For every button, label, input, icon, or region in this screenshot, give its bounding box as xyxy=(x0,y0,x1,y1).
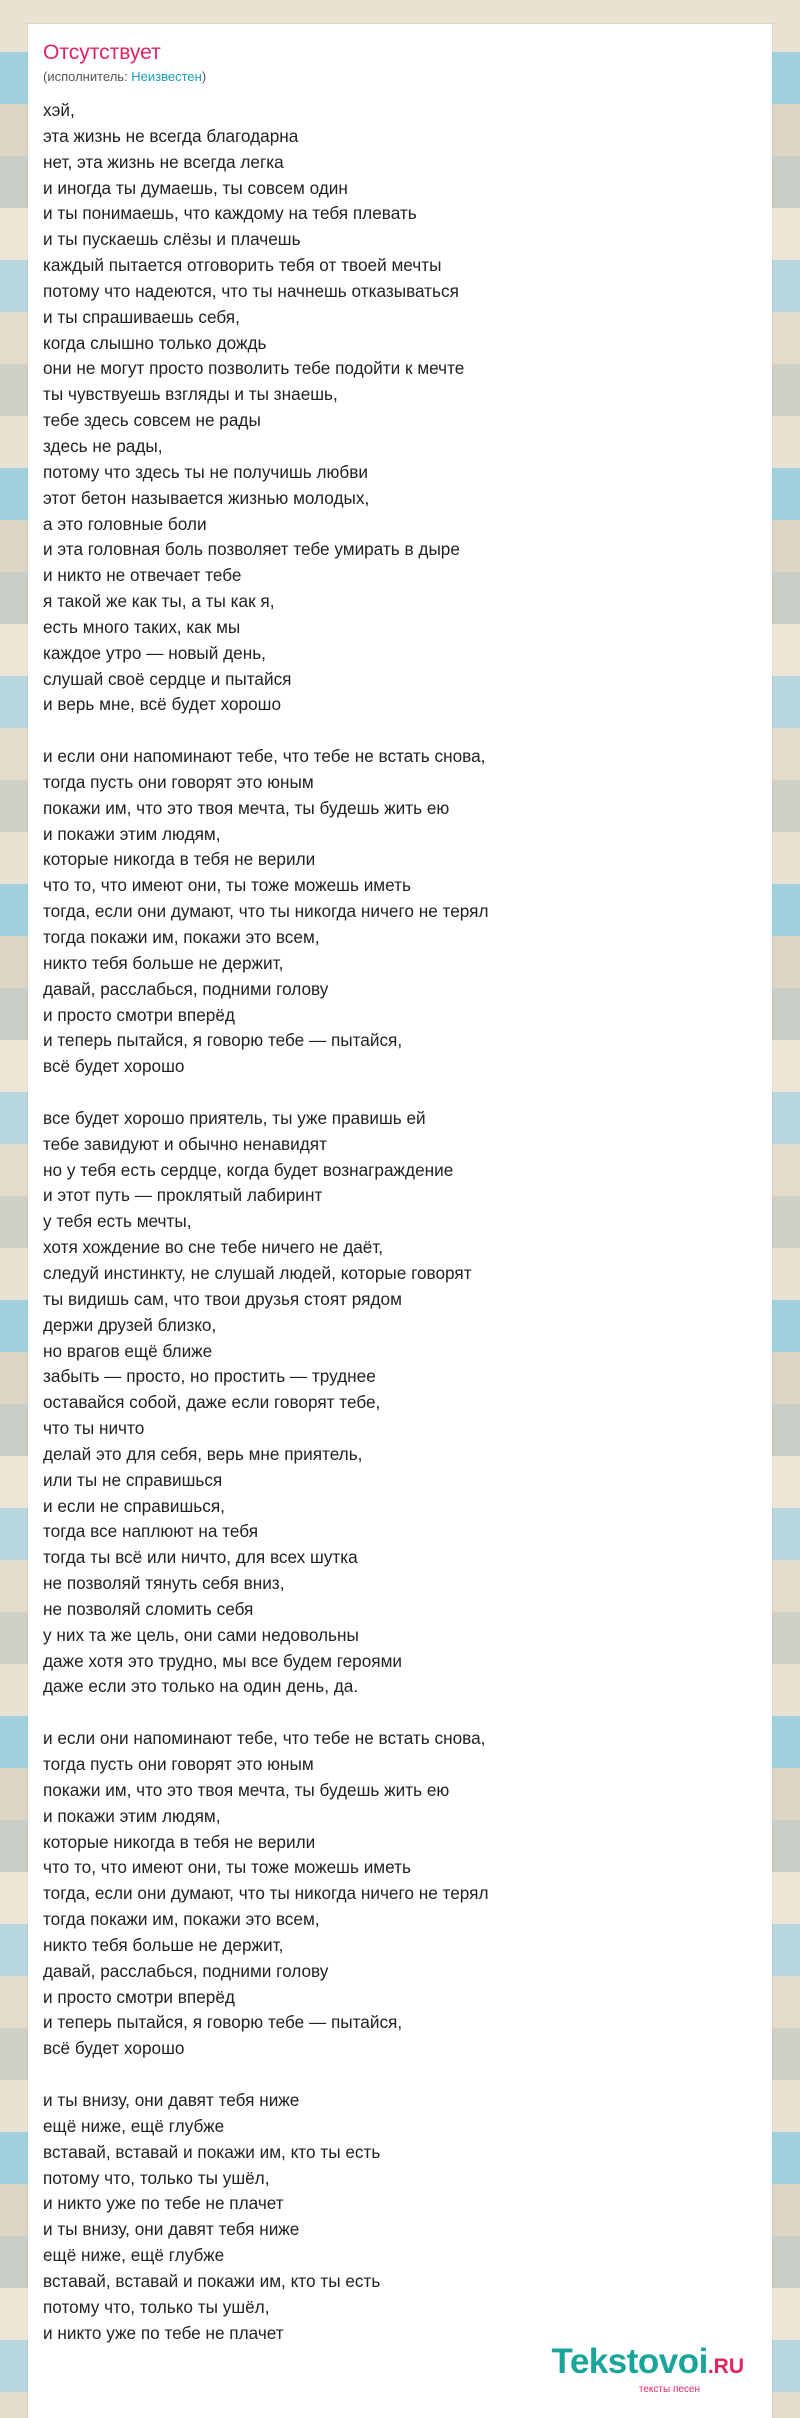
lyric-line: и иногда ты думаешь, ты совсем один xyxy=(43,177,348,198)
lyric-line: что то, что имеют они, ты тоже можешь иметь xyxy=(43,875,411,896)
lyric-line: давай, расслабься, подними голову xyxy=(43,978,329,999)
lyric-line: и если не справишься, xyxy=(43,1495,225,1516)
lyric-line: и теперь пытайся, я говорю тебе — пытайся, xyxy=(43,2012,403,2033)
lyrics-stanza xyxy=(43,1726,758,2062)
lyric-line: что ты ничто xyxy=(43,1418,145,1439)
artist-line xyxy=(43,68,206,86)
lyric-line: нет, эта жизнь не всегда легка xyxy=(43,151,284,172)
lyric-line: и никто уже по тебе не плачет xyxy=(43,2322,284,2343)
lyric-line: эта жизнь не всегда благодарна xyxy=(43,125,299,146)
lyric-line: но у тебя есть сердце, когда будет вознаграждение xyxy=(43,1159,454,1180)
logo-tagline: тексты песен xyxy=(638,2384,700,2395)
lyric-line: что то, что имеют они, ты тоже можешь иметь xyxy=(43,1857,411,1878)
logo-name: Tekstovoi xyxy=(551,2342,708,2381)
lyric-line: тебе здесь совсем не рады xyxy=(43,410,261,431)
lyric-line: есть много таких, как мы xyxy=(43,616,241,637)
lyric-line: а это головные боли xyxy=(43,513,207,534)
lyric-line: я такой же как ты, а ты как я, xyxy=(43,591,275,612)
logo-wordmark xyxy=(552,2343,744,2386)
lyric-line: все будет хорошо приятель, ты уже правишь ей xyxy=(43,1107,426,1128)
lyrics-stanza xyxy=(43,98,758,718)
logo-tld: .RU xyxy=(707,2355,744,2378)
lyric-line: когда слышно только дождь xyxy=(43,332,267,353)
lyric-line: тогда все наплюют на тебя xyxy=(43,1521,259,1542)
lyric-line: потому что здесь ты не получишь любви xyxy=(43,461,368,482)
lyric-line: потому что, только ты ушёл, xyxy=(43,2167,270,2188)
lyric-line: покажи им, что это твоя мечта, ты будешь жить ею xyxy=(43,797,450,818)
lyric-line: и просто смотри вперёд xyxy=(43,1004,235,1025)
lyric-line: потому что, только ты ушёл, xyxy=(43,2296,270,2317)
lyric-line: и ты спрашиваешь себя, xyxy=(43,306,240,327)
lyric-line: не позволяй тянуть себя вниз, xyxy=(43,1573,285,1594)
lyric-line: тогда покажи им, покажи это всем, xyxy=(43,1909,320,1930)
lyric-line: слушай своё сердце и пытайся xyxy=(43,668,292,689)
lyric-line: делай это для себя, верь мне приятель, xyxy=(43,1443,363,1464)
lyrics-stanza xyxy=(43,2088,758,2346)
lyric-line: этот бетон называется жизнью молодых, xyxy=(43,487,370,508)
artist-suffix: ) xyxy=(201,69,207,84)
lyric-line: ещё ниже, ещё глубже xyxy=(43,2115,225,2136)
lyric-line: и если они напоминают тебе, что тебе не встать снова, xyxy=(43,1728,486,1749)
lyric-line: и ты пускаешь слёзы и плачешь xyxy=(43,229,301,250)
lyric-line: тогда покажи им, покажи это всем, xyxy=(43,927,320,947)
lyric-line: тогда, если они думают, что ты никогда ничего не терял xyxy=(43,1883,489,1904)
lyric-line: и если они напоминают тебе, что тебе не встать снова, xyxy=(43,746,486,767)
site-logo[interactable] xyxy=(552,2343,744,2396)
lyric-line: и эта головная боль позволяет тебе умирать в дыре xyxy=(43,539,460,560)
lyric-line: и покажи этим людям, xyxy=(43,1805,221,1826)
lyric-line: покажи им, что это твоя мечта, ты будешь жить ею xyxy=(43,1779,450,1800)
lyric-line: следуй инстинкту, не слушай людей, которые говорят xyxy=(43,1262,472,1283)
lyric-line: ты чувствуешь взгляды и ты знаешь, xyxy=(43,384,338,405)
lyric-line: ты видишь сам, что твои друзья стоят рядом xyxy=(43,1288,402,1309)
artist-link[interactable]: Неизвестен xyxy=(131,69,202,84)
lyric-line: хотя хождение во сне тебе ничего не даёт, xyxy=(43,1237,384,1258)
lyric-line: и ты внизу, они давят тебя ниже xyxy=(43,2089,300,2110)
lyric-line: не позволяй сломить себя xyxy=(43,1598,254,1619)
lyric-line: вставай, вставай и покажи им, кто ты есть xyxy=(43,2270,381,2291)
lyric-line: у тебя есть мечты, xyxy=(43,1211,192,1232)
lyric-line: вставай, вставай и покажи им, кто ты есть xyxy=(43,2141,381,2162)
lyrics-stanza xyxy=(43,1106,758,1700)
lyric-line: держи друзей близко, xyxy=(43,1314,217,1335)
lyric-line: у них та же цель, они сами недовольны xyxy=(43,1624,359,1645)
lyrics-text xyxy=(43,98,758,2372)
lyric-line: каждое утро — новый день, xyxy=(43,642,266,663)
lyric-line: и покажи этим людям, xyxy=(43,823,221,844)
lyric-line: тебе завидуют и обычно ненавидят xyxy=(43,1133,327,1154)
lyric-line: даже если это только на один день, да. xyxy=(43,1676,359,1697)
lyric-line: каждый пытается отговорить тебя от твоей мечты xyxy=(43,255,442,276)
lyric-line: и теперь пытайся, я говорю тебе — пытайся, xyxy=(43,1030,403,1051)
lyrics-stanza xyxy=(43,744,758,1080)
artist-prefix: (исполнитель: xyxy=(43,69,132,84)
lyric-line: и ты понимаешь, что каждому на тебя плевать xyxy=(43,203,417,224)
lyric-line: давай, расслабься, подними голову xyxy=(43,1960,329,1981)
lyric-line: ещё ниже, ещё глубже xyxy=(43,2245,225,2266)
lyric-line: и никто уже по тебе не плачет xyxy=(43,2193,284,2214)
lyric-line: даже хотя это трудно, мы все будем героями xyxy=(43,1650,403,1671)
song-header xyxy=(43,40,206,86)
lyric-line: здесь не рады, xyxy=(43,435,163,456)
lyric-line: потому что надеются, что ты начнешь отказываться xyxy=(43,280,459,301)
lyric-line: хэй, xyxy=(43,100,75,120)
lyric-line: оставайся собой, даже если говорят тебе, xyxy=(43,1392,381,1413)
lyric-line: которые никогда в тебя не верили xyxy=(43,1831,316,1852)
lyric-line: или ты не справишься xyxy=(43,1469,223,1490)
lyric-line: всё будет хорошо xyxy=(43,1056,185,1077)
song-title: Отсутствует xyxy=(43,41,161,64)
lyric-line: и никто не отвечает тебе xyxy=(43,565,242,586)
lyric-line: никто тебя больше не держит, xyxy=(43,1934,284,1955)
lyric-line: но врагов ещё ближе xyxy=(43,1340,213,1361)
lyric-line: тогда, если они думают, что ты никогда ничего не терял xyxy=(43,901,489,922)
lyric-line: они не могут просто позволить тебе подойти к мечте xyxy=(43,358,465,379)
lyric-line: забыть — просто, но простить — труднее xyxy=(43,1366,376,1387)
lyric-line: и ты внизу, они давят тебя ниже xyxy=(43,2219,300,2240)
lyric-line: всё будет хорошо xyxy=(43,2038,185,2059)
lyric-line: тогда пусть они говорят это юным xyxy=(43,771,314,792)
lyric-line: которые никогда в тебя не верили xyxy=(43,849,316,870)
lyrics-card xyxy=(28,24,772,2418)
lyric-line: и верь мне, всё будет хорошо xyxy=(43,694,282,715)
lyric-line: и этот путь — проклятый лабиринт xyxy=(43,1185,323,1206)
lyric-line: тогда ты всё или ничто, для всех шутка xyxy=(43,1547,358,1568)
lyric-line: и просто смотри вперёд xyxy=(43,1986,235,2007)
lyric-line: никто тебя больше не держит, xyxy=(43,952,284,973)
lyric-line: тогда пусть они говорят это юным xyxy=(43,1754,314,1774)
